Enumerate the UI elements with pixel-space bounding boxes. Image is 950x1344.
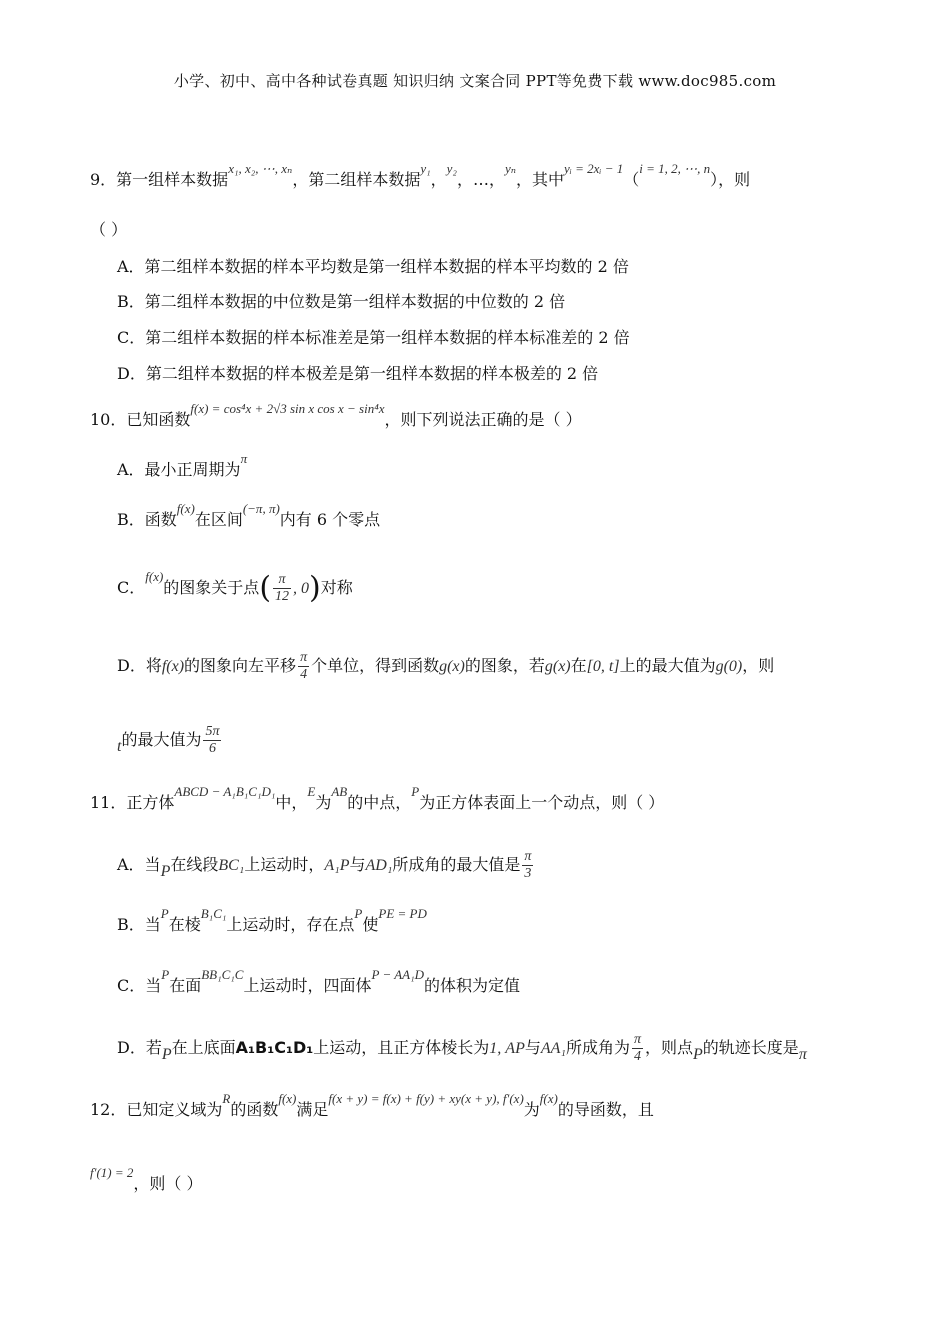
q10-option-d-cont: t的最大值为 $\frac{5\pi}{6}$ [117,724,220,756]
q11-option-b: B．当$^P$在棱$^{B_1C_1}$上运动时，存在点$^P$使$^{PE = PD}$ [117,906,427,934]
q9-option-c: C．第二组样本数据的样本标准差是第一组样本数据的样本标准差的 2 倍 [117,328,630,347]
q9-option-d: D．第二组样本数据的样本极差是第一组样本数据的样本极差的 2 倍 [117,364,599,383]
q9-answer-paren: （ ） [90,220,128,239]
q10-option-c: C．$^{f(x)}$的图象关于点( $\frac{\pi}{12}$ , 0)对称 [117,569,353,606]
page-header: 小学、初中、高中各种试卷真题 知识归纳 文案合同 PPT等免费下载 www.doc985.com [173,72,777,90]
q12-stem-cont: $^{f'(1) = 2}$，则（ ） [90,1165,203,1193]
q10-option-a: A．最小正周期为$^\pi$ [117,451,248,479]
q10-option-b: B．函数$^{f(x)}$在区间$^{(-\pi, \pi)}$内有 6 个零点 [117,501,381,529]
q11-option-d: D．若P在上底面A₁B₁C₁D₁上运动，且正方体棱长为1, AP与AA₁所成角为 $\frac{\pi}{4}$ ，则点P的轨迹长度是π [117,1032,807,1064]
q10-stem: 10．已知函数$^{f(x) = cos^4x + 2√3 sin x cos x - sin^4x}$，则下列说法正确的是（ ） [90,401,582,429]
q10-option-d: D．将f(x)的图象向左平移 $\frac{\pi}{4}$ 个单位，得到函数g(x)的图象，若g(x)在[0, t]上的最大值为g(0)，则 [117,650,775,682]
q11-stem: 11．正方体$^{ABCD - A_1B_1C_1D_1}$中，$^E$为$^{AB}$的中点，$^P$为正方体表面上一个动点，则（ ） [90,784,665,812]
q9-option-b: B．第二组样本数据的中位数是第一组样本数据的中位数的 2 倍 [117,292,566,311]
q9-option-a: A．第二组样本数据的样本平均数是第一组样本数据的样本平均数的 2 倍 [117,257,629,276]
q11-option-a: A．当P在线段BC₁上运动时，A₁P与AD₁所成角的最大值是 $\frac{\pi}{3}$ [117,849,532,881]
q9-stem: 9．第一组样本数据$^{x_1, x_2, \cdots, x_n}$，第二组样本数据$^{y_1}$，$^{y_2}$，…，$^{y_n}$，其中$^{yᵢ = 2xᵢ - 1}$（$^{i = 1, 2, \cdots, n}$），则 [90,161,751,189]
q12-stem: 12．已知定义域为$^R$的函数$^{f(x)}$满足$^{f(x + y) = f(x) + f(y) + xy(x + y), f'(x)}$为$^{f(x)}$的导函数，且 [90,1091,654,1119]
q11-option-c: C．当$^P$在面$^{BB_1C_1C}$上运动时，四面体$^{P - AA_1D}$的体积为定值 [117,967,521,995]
